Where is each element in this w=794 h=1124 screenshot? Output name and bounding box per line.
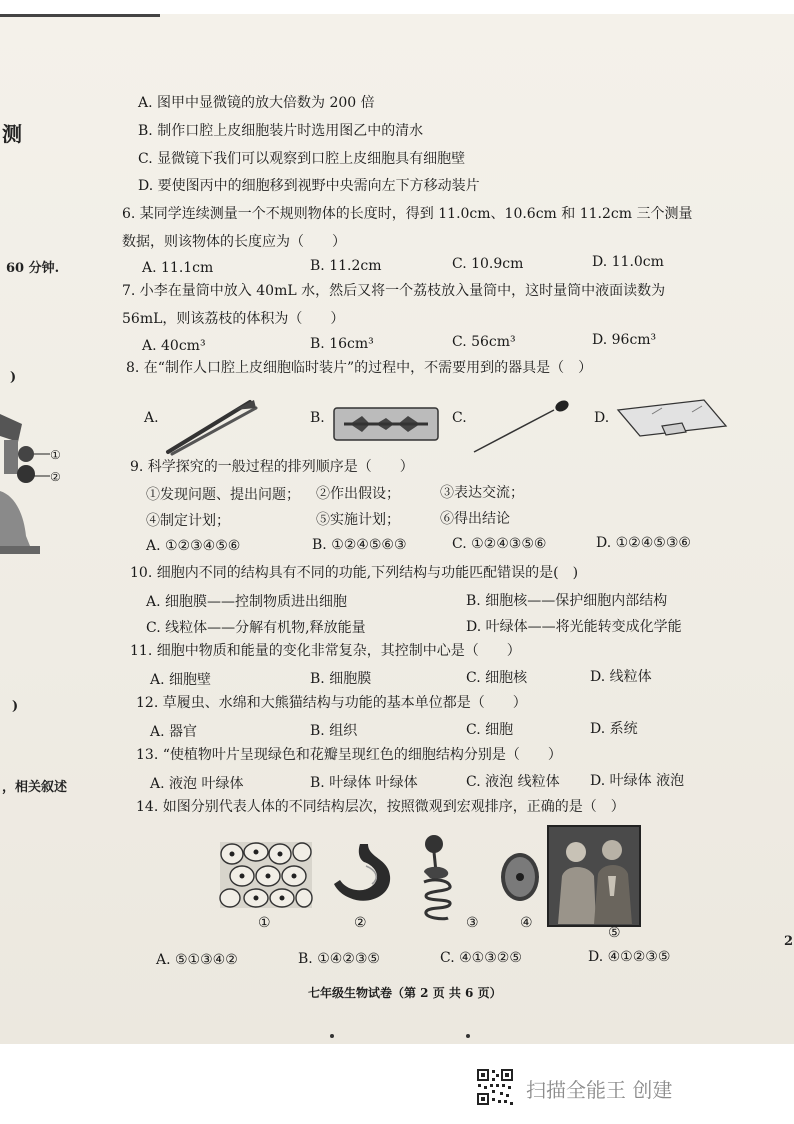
q10-option-b: B. 细胞核——保护细胞内部结构 [466, 593, 668, 609]
q13-option-c: C. 液泡 线粒体 [466, 774, 560, 790]
q9-option-a: A. ①②③④⑤⑥ [146, 538, 241, 554]
q12-option-a: A. 器官 [150, 724, 198, 740]
q11-stem: 11. 细胞中物质和能量的变化非常复杂，其控制中心是（ ） [130, 643, 521, 659]
q9-option-c: C. ①②④③⑤⑥ [452, 536, 547, 552]
scanner-watermark: 扫描全能王 创建 [526, 1078, 673, 1102]
q6-option-b: B. 11.2cm [310, 258, 382, 274]
edge-fragment-page: 2 [784, 934, 794, 949]
q14-option-c: C. ④①③②⑤ [440, 950, 522, 966]
q7-option-b: B. 16cm³ [310, 336, 374, 352]
tweezers-icon [164, 394, 260, 456]
exam-page [0, 14, 794, 1044]
q12-option-c: C. 细胞 [466, 722, 514, 738]
q9-step: ④制定计划； [146, 513, 230, 529]
glass-slide-icon [612, 396, 730, 446]
q12-option-b: B. 组织 [310, 723, 358, 739]
qr-code-icon [476, 1068, 514, 1106]
q7-stem-line1: 7. 小李在量筒中放入 40mL 水，然后又将一个荔枝放入量筒中，这时量筒中液面读数为 [122, 283, 666, 299]
q14-stem: 14. 如图分别代表人体的不同结构层次，按照微观到宏观排序，正确的是（ ） [136, 799, 625, 815]
cell-tissue-figure [218, 840, 314, 910]
q10-option-d: D. 叶绿体——将光能转变成化学能 [466, 619, 682, 635]
razor-blade-icon [330, 402, 442, 446]
edge-fragment-paren: ) [12, 699, 19, 714]
figure-label-2: ② [354, 915, 367, 931]
q6-stem-line2: 数据，则该物体的长度应为（ ） [122, 234, 346, 250]
q11-option-a: A. 细胞壁 [150, 672, 212, 688]
q14-option-a: A. ⑤①③④② [156, 952, 238, 968]
edge-fragment-paren: ) [10, 370, 17, 385]
q6-option-d: D. 11.0cm [592, 254, 664, 270]
digestive-system-figure [414, 832, 464, 924]
q14-option-d: D. ④①②③⑤ [588, 949, 671, 965]
human-photo-figure [548, 826, 640, 926]
q9-step: ⑥得出结论 [440, 511, 510, 527]
q9-step: ②作出假设； [316, 486, 400, 502]
q13-option-b: B. 叶绿体 叶绿体 [310, 775, 418, 791]
q6-option-c: C. 10.9cm [452, 256, 524, 272]
q8-label-a: A. [144, 410, 159, 426]
q7-option-a: A. 40cm³ [142, 338, 206, 354]
q13-option-a: A. 液泡 叶绿体 [150, 776, 244, 792]
q13-option-d: D. 叶绿体 液泡 [590, 773, 685, 789]
dropper-icon [470, 398, 574, 456]
q11-option-c: C. 细胞核 [466, 670, 528, 686]
q14-option-b: B. ①④②③⑤ [298, 951, 380, 967]
q5-option-d: D. 要使图丙中的细胞移到视野中央需向左下方移动装片 [138, 178, 480, 194]
q8-label-d: D. [594, 410, 610, 426]
q12-stem: 12. 草履虫、水绵和大熊猫结构与功能的基本单位都是（ ） [136, 695, 527, 711]
q7-stem-line2: 56mL，则该荔枝的体积为（ ） [122, 311, 345, 327]
edge-fragment-xiangguan: ，相关叙述 [2, 780, 68, 795]
figure-label-3: ③ [466, 915, 479, 931]
q13-stem: 13. “使植物叶片呈现绿色和花瓣呈现红色的细胞结构分别是（ ） [136, 747, 562, 763]
q9-option-d: D. ①②④⑤③⑥ [596, 535, 691, 551]
q11-option-d: D. 线粒体 [590, 669, 652, 685]
q6-option-a: A. 11.1cm [142, 260, 214, 276]
q7-option-c: C. 56cm³ [452, 334, 516, 350]
edge-fragment-time: 60 分钟. [6, 261, 60, 276]
q6-stem-line1: 6. 某同学连续测量一个不规则物体的长度时，得到 11.0cm、10.6cm 和 11.2cm 三个测量 [122, 206, 693, 222]
figure-label-4: ④ [520, 915, 533, 931]
q12-option-d: D. 系统 [590, 721, 638, 737]
q5-option-b: B. 制作口腔上皮细胞装片时选用图乙中的清水 [138, 123, 424, 139]
q8-label-c: C. [452, 410, 467, 426]
edge-fragment-ce: 测 [2, 122, 22, 146]
q9-step: ①发现问题、提出问题； [146, 487, 300, 503]
q9-step: ③表达交流； [440, 485, 524, 501]
page-footer: 七年级生物试卷（第 2 页 共 6 页） [308, 986, 502, 1000]
q5-option-a: A. 图甲中显微镜的放大倍数为 200 倍 [138, 95, 375, 111]
q9-option-b: B. ①②④⑤⑥③ [312, 537, 407, 553]
q7-option-d: D. 96cm³ [592, 332, 657, 348]
q5-option-c: C. 显微镜下我们可以观察到口腔上皮细胞具有细胞壁 [138, 151, 466, 167]
stomach-figure [328, 840, 398, 912]
q11-option-b: B. 细胞膜 [310, 671, 372, 687]
q10-option-c: C. 线粒体——分解有机物,释放能量 [146, 620, 366, 636]
q10-option-a: A. 细胞膜——控制物质进出细胞 [146, 594, 348, 610]
q8-label-b: B. [310, 410, 325, 426]
cell-figure [498, 850, 542, 904]
page-dot [466, 1034, 470, 1038]
figure-label-5: ⑤ [608, 925, 621, 941]
q8-stem: 8. 在“制作人口腔上皮细胞临时装片”的过程中，不需要用到的器具是（ ） [126, 360, 593, 376]
q10-stem: 10. 细胞内不同的结构具有不同的功能,下列结构与功能匹配错误的是( ) [130, 565, 579, 581]
microscope-label-1: ① [50, 448, 61, 462]
microscope-label-2: ② [50, 470, 61, 484]
figure-label-1: ① [258, 915, 271, 931]
q9-step: ⑤实施计划； [316, 512, 400, 528]
q9-stem: 9. 科学探究的一般过程的排列顺序是（ ） [130, 459, 414, 475]
page-dot [330, 1034, 334, 1038]
top-edge-line [0, 14, 160, 17]
